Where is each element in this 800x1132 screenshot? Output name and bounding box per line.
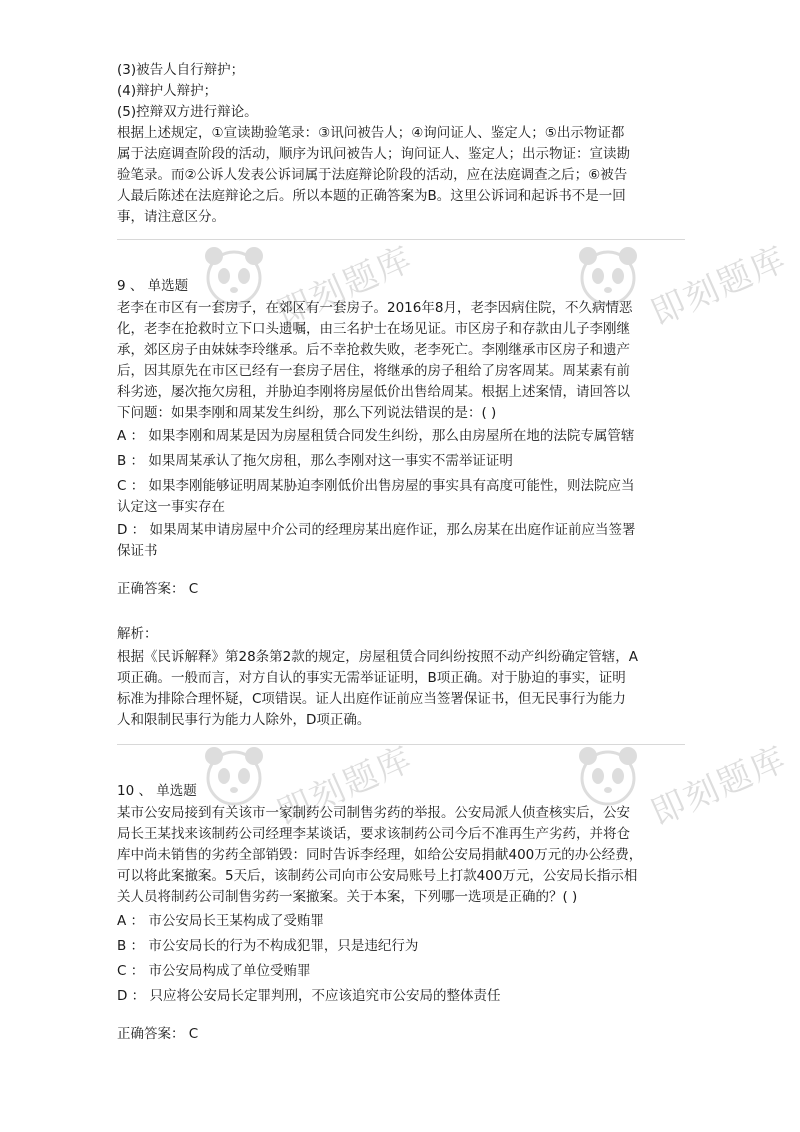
question-stem-line: 库中尚未销售的劣药全部销毁：同时告诉李经理，如给公安局捐献400万元的办公经费， — [117, 847, 643, 863]
paragraph-line: (5)控辩双方进行辩论。 — [117, 104, 258, 120]
correct-answer: 正确答案： C — [117, 581, 199, 597]
analysis-line: 项正确。一般而言，对方自认的事实无需举证证明，B项正确。对于胁迫的事实，证明 — [117, 670, 626, 686]
question-stem-line: 可以将此案撤案。5天后，该制药公司向市公安局账号上打款400万元，公安局长指示相 — [117, 868, 638, 884]
paragraph-line: (4)辩护人辩护； — [117, 83, 218, 99]
option-d[interactable]: D ： 只应将公安局长定罪判刑，不应该追究市公安局的整体责任 — [117, 988, 501, 1004]
question-stem-line: 后，因其原先在市区已经有一套房子居住，将继承的房子租给了房客周某。周某素有前 — [117, 363, 630, 379]
section-divider — [117, 239, 685, 240]
question-stem-line: 老李在市区有一套房子，在郊区有一套房子。2016年8月，老李因病住院，不久病情恶 — [117, 300, 633, 316]
watermark-text: 即刻题库 — [645, 738, 794, 834]
question-header: 9 、 单选题 — [117, 278, 189, 294]
option-text-line: 保证书 — [117, 543, 158, 559]
option-text-line: C ： 如果李刚能够证明周某胁迫李刚低价出售房屋的事实具有高度可能性，则法院应当 — [117, 478, 635, 494]
question-stem-line: 关人员将制药公司制售劣药一案撤案。关于本案，下列哪一选项是正确的？( ) — [117, 889, 578, 905]
correct-answer: 正确答案： C — [117, 1026, 199, 1042]
analysis-label: 解析： — [117, 626, 158, 642]
analysis-line: 人和限制民事行为能力人除外，D项正确。 — [117, 712, 371, 728]
question-stem-line: 局长王某找来该制药公司经理李某谈话，要求该制药公司今后不准再生产劣药，并将仓 — [117, 826, 630, 842]
option-b[interactable]: B ： 市公安局长的行为不构成犯罪，只是违纪行为 — [117, 938, 419, 954]
paragraph-line: 事，请注意区分。 — [117, 209, 225, 225]
paragraph-line: (3)被告人自行辩护； — [117, 62, 245, 78]
question-stem-line: 化，老李在抢救时立下口头遗嘱，由三名护士在场见证。市区房子和存款由儿子李刚继 — [117, 321, 630, 337]
watermark-text: 即刻题库 — [271, 738, 420, 834]
question-header: 10 、 单选题 — [117, 783, 197, 799]
watermark-text: 即刻题库 — [645, 238, 794, 334]
question-stem-line: 下问题：如果李刚和周某发生纠纷，那么下列说法错误的是：( ) — [117, 405, 497, 421]
analysis-line: 根据《民诉解释》第28条第2款的规定，房屋租赁合同纠纷按照不动产纠纷确定管辖，A — [117, 649, 639, 665]
question-stem-line: 承，郊区房子由妹妹李玲继承。后不幸抢救失败，老李死亡。李刚继承市区房子和遗产 — [117, 342, 630, 358]
analysis-line: 标准为排除合理怀疑，C项错误。证人出庭作证前应当签署保证书，但无民事行为能力 — [117, 691, 626, 707]
question-stem-line: 科劣迹，屡次拖欠房租，并胁迫李刚将房屋低价出售给周某。根据上述案情，请回答以 — [117, 384, 630, 400]
option-text-line: 认定这一事实存在 — [117, 499, 225, 515]
panda-logo-icon — [198, 740, 270, 812]
option-a[interactable]: A ： 市公安局长王某构成了受贿罪 — [117, 913, 324, 929]
panda-logo-icon — [572, 740, 644, 812]
paragraph-line: 根据上述规定，①宣读勘验笔录：③讯问被告人；④询问证人、鉴定人；⑤出示物证都 — [117, 125, 625, 141]
watermark-text: 即刻题库 — [271, 238, 420, 334]
option-text-line: D ： 如果周某申请房屋中介公司的经理房某出庭作证，那么房某在出庭作证前应当签署 — [117, 522, 636, 538]
paragraph-line: 属于法庭调查阶段的活动，顺序为讯问被告人；询问证人、鉴定人；出示物证：宣读勘 — [117, 146, 630, 162]
option-a[interactable]: A ： 如果李刚和周某是因为房屋租赁合同发生纠纷，那么由房屋所在地的法院专属管辖 — [117, 428, 635, 444]
section-divider — [117, 744, 685, 745]
paragraph-line: 验笔录。而②公诉人发表公诉词属于法庭辩论阶段的活动，应在法庭调查之后；⑥被告 — [117, 167, 628, 183]
question-stem-line: 某市公安局接到有关该市一家制药公司制售劣药的举报。公安局派人侦查核实后，公安 — [117, 805, 630, 821]
option-c[interactable]: C ： 市公安局构成了单位受贿罪 — [117, 963, 311, 979]
paragraph-line: 人最后陈述在法庭辩论之后。所以本题的正确答案为B。这里公诉词和起诉书不是一回 — [117, 188, 626, 204]
option-b[interactable]: B ： 如果周某承认了拖欠房租，那么李刚对这一事实不需举证证明 — [117, 453, 513, 469]
